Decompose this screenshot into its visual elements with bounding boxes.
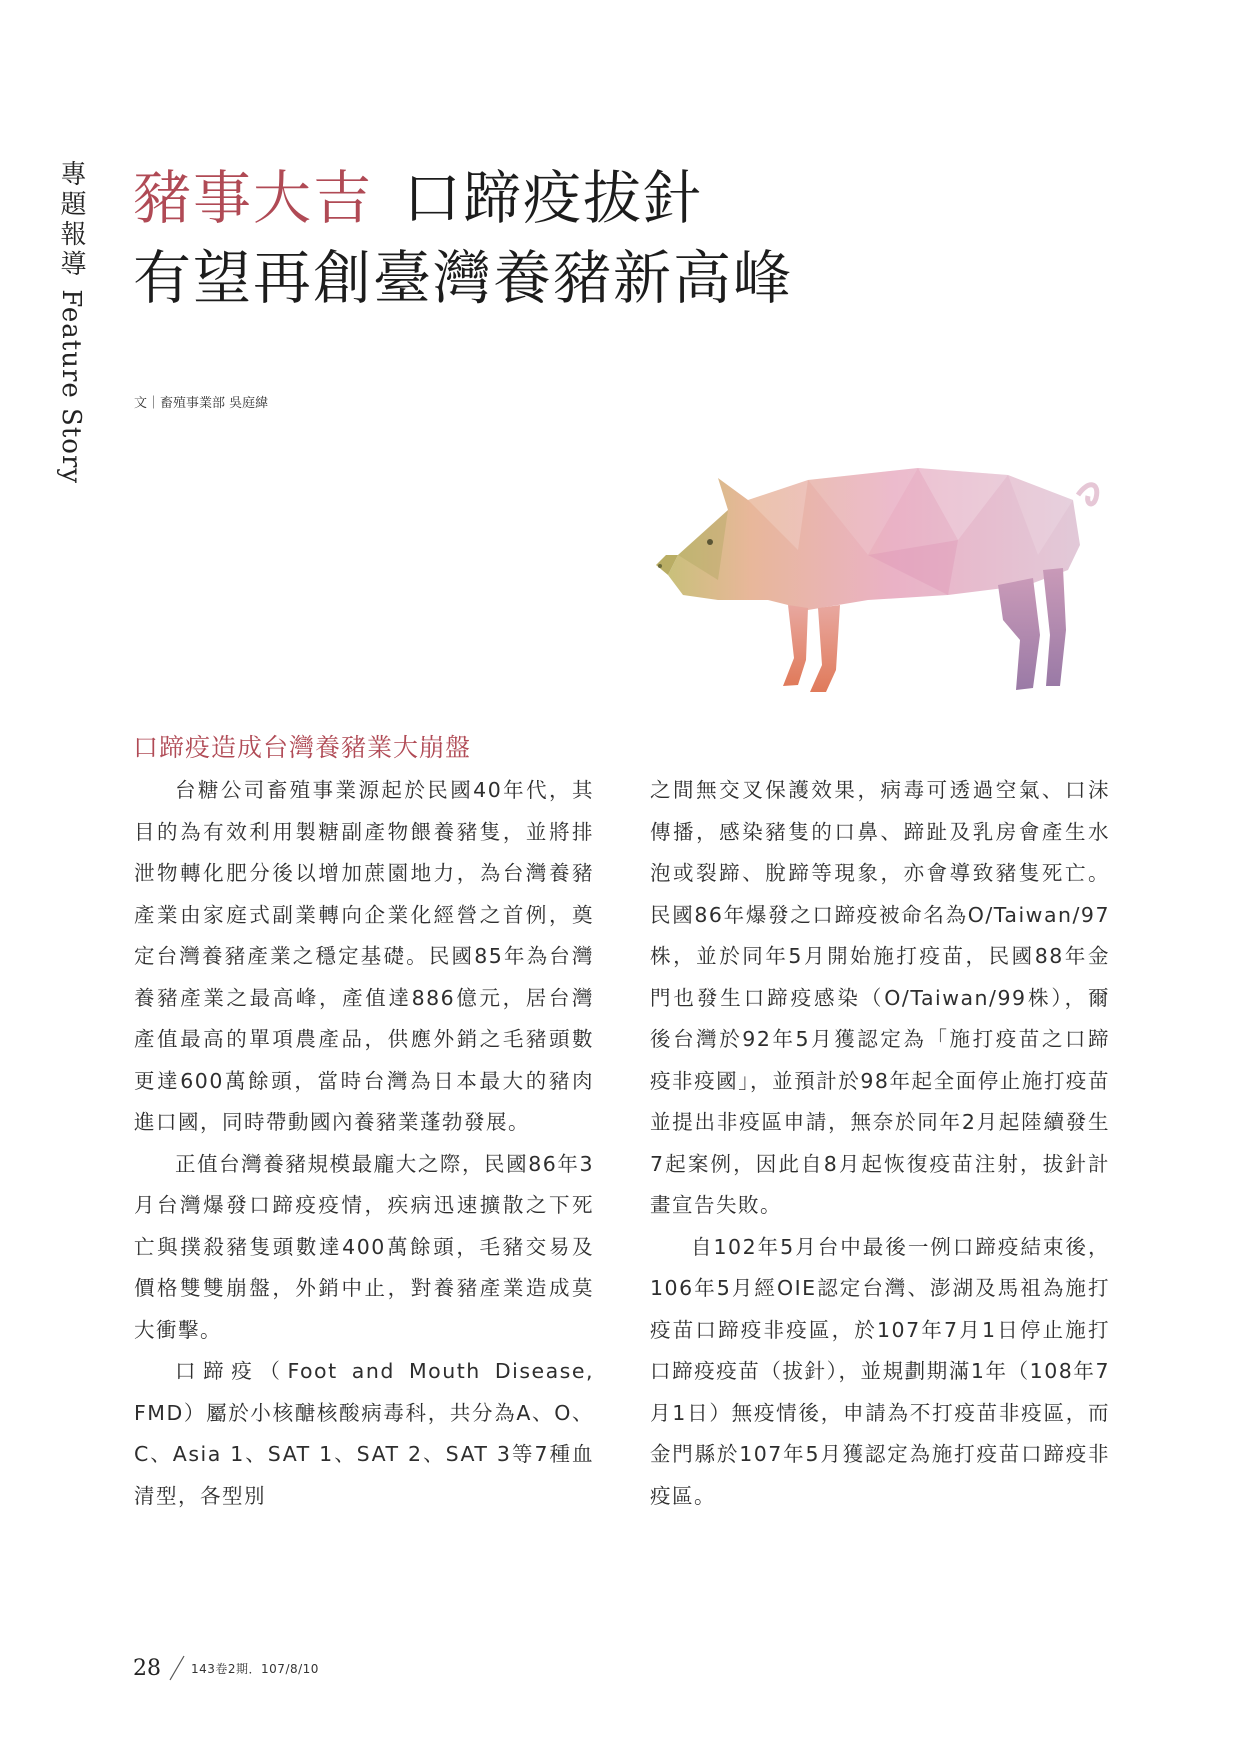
section-tab-en: Feature Story	[56, 289, 86, 485]
section-tab	[58, 160, 84, 484]
title-rest: 口蹄疫拔針	[403, 164, 704, 232]
left-column	[134, 770, 594, 1517]
right-column	[650, 770, 1110, 1517]
article-title	[133, 158, 793, 318]
paragraph: 自102年5月台中最後一例口蹄疫結束後，106年5月經OIE認定台灣、澎湖及馬祖為施打疫苗口蹄疫非疫區，於107年7月1日停止施打口蹄疫疫苗（拔針），並規劃期滿1年（108年7月1日）無疫情後，申請為不打疫苗非疫區，而金門縣於107年5月獲認定為施打疫苗口蹄疫非疫區。	[650, 1234, 1110, 1508]
title-line2: 有望再創臺灣養豬新高峰	[133, 244, 794, 312]
section-tab-zh: 專題報導	[56, 160, 86, 280]
paragraph: 正值台灣養豬規模最龐大之際，民國86年3月台灣爆發口蹄疫疫情，疾病迅速擴散之下死亡與撲殺豬隻頭數達400萬餘頭，毛豬交易及價格雙雙崩盤，外銷中止，對養豬產業造成莫大衝擊。	[134, 1151, 594, 1342]
title-accent: 豬事大吉	[133, 164, 374, 232]
paragraph: 口蹄疫（Foot and Mouth Disease, FMD）屬於小核醣核酸病毒科，共分為A、O、C、Asia 1、SAT 1、SAT 2、SAT 3等7種血清型，各型別	[134, 1359, 594, 1508]
page-footer	[133, 1655, 319, 1681]
pig-illustration-icon	[648, 460, 1128, 710]
slash-divider-icon	[169, 1655, 185, 1681]
paragraph: 之間無交叉保護效果，病毒可透過空氣、口沫傳播，感染豬隻的口鼻、蹄趾及乳房會產生水泡或裂蹄、脫蹄等現象，亦會導致豬隻死亡。民國86年爆發之口蹄疫被命名為O/Taiwan/97株，並於同年5月開始施打疫苗，民國88年金門也發生口蹄疫感染（O/Taiwan/99株），爾後台灣於92年5月獲認定為「施打疫苗之口蹄疫非疫國」，並預計於98年起全面停止施打疫苗並提出非疫區申請，無奈於同年2月起陸續發生7起案例，因此自8月起恢復疫苗注射，拔針計畫宣告失敗。	[650, 778, 1110, 1217]
byline: 文｜畜殖事業部 吳庭緯	[134, 396, 269, 411]
issue-info: 143卷2期．107/8/10	[191, 1661, 319, 1676]
page-number: 28	[133, 1655, 161, 1681]
paragraph: 台糖公司畜殖事業源起於民國40年代，其目的為有效利用製糖副產物餵養豬隻，並將排泄物轉化肥分後以增加蔗園地力，為台灣養豬產業由家庭式副業轉向企業化經營之首例，奠定台灣養豬產業之穩定基礎。民國85年為台灣養豬產業之最高峰，產值達886億元，居台灣產值最高的單項農產品，供應外銷之毛豬頭數更達600萬餘頭，當時台灣為日本最大的豬肉進口國，同時帶動國內養豬業蓬勃發展。	[134, 778, 594, 1134]
section-heading: 口蹄疫造成台灣養豬業大崩盤	[133, 733, 472, 762]
